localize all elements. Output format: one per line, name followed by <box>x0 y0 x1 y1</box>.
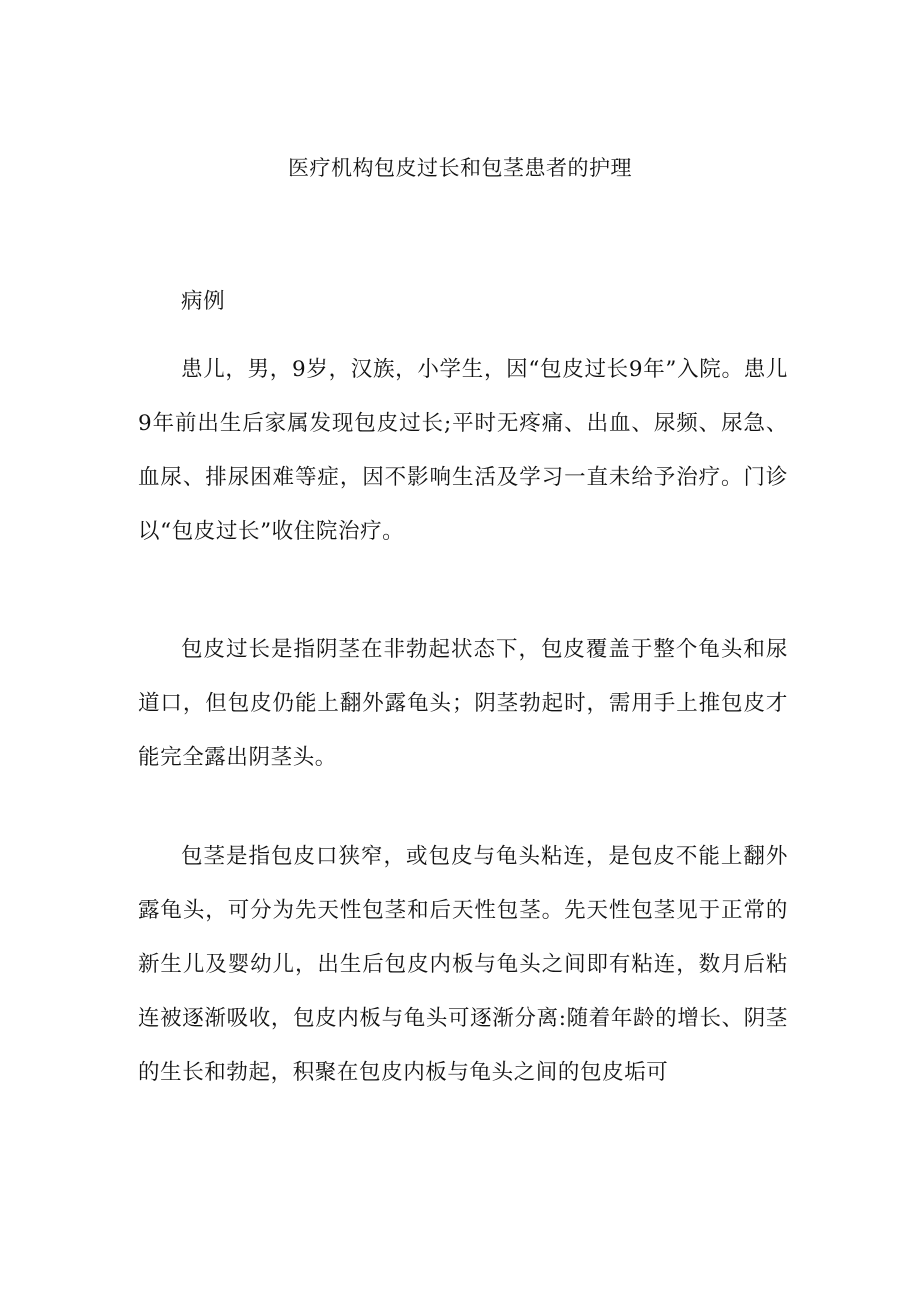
paragraph-phimosis-definition: 包茎是指包皮口狭窄，或包皮与龟头粘连，是包皮不能上翻外露龟头，可分为先天性包茎和后天性包茎。先天性包茎见于正常的新生儿及婴幼儿，出生后包皮内板与龟头之间即有粘连，数月后粘连被逐渐吸收，包皮内板与龟头可逐渐分离:随着年龄的增长、阴茎的生长和勃起，积聚在包皮内板与龟头之间的包皮垢可 <box>138 844 788 1085</box>
document-title: 医疗机构包皮过长和包茎患者的护理 <box>288 156 632 180</box>
section-heading-case: 病例 <box>181 289 226 314</box>
paragraph-redundant-prepuce-definition: 包皮过长是指阴茎在非勃起状态下，包皮覆盖于整个龟头和尿道口，但包皮仍能上翻外露龟头；阴茎勃起时，需用手上推包皮才能完全露出阴茎头。 <box>138 637 788 770</box>
paragraph-case-description: 患儿，男，9岁，汉族，小学生，因“包皮过长9年”入院。患儿9年前出生后家属发现包皮过长;平时无疼痛、出血、尿频、尿急、血尿、排尿困难等症，因不影响生活及学习一直未给予治疗。门诊以“包皮过长”收住院治疗。 <box>138 357 788 544</box>
